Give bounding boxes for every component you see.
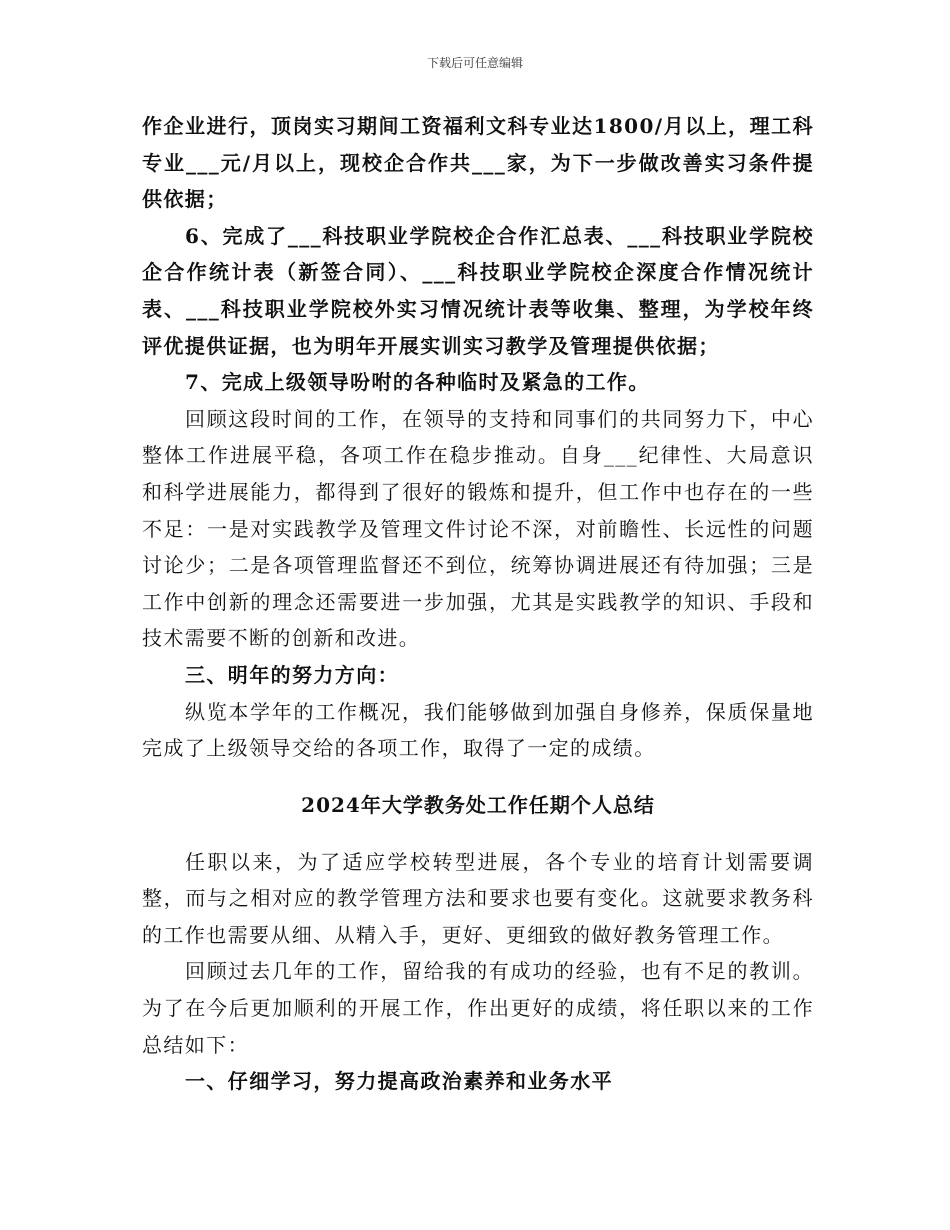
section-heading-next-year: 三、明年的努力方向：: [185, 662, 399, 687]
page-header-note: 下载后可任意编辑: [426, 56, 523, 70]
section-heading-study: 一、仔细学习，努力提高政治素养和业务水平: [185, 1069, 613, 1094]
paragraph-item-7: 7、完成上级领导吩咐的各种临时及紧急的工作。: [185, 370, 650, 395]
document-body: [142, 108, 814, 1100]
paragraph-overview: 纵览本学年的工作概况，我们能够做到加强自身修养，保质保量地完成了上级领导交给的各项工作，取得了一定的成绩。: [142, 699, 814, 761]
paragraph-review: 回顾这段时间的工作，在领导的支持和同事们的共同努力下，中心整体工作进展平稳，各项工作在稳步推动。自身___纪律性、大局意识和科学进展能力，都得到了很好的锻炼和提升，但工作中也存在的一些不足：一是对实践教学及管理文件讨论不深，对前瞻性、长远性的问题讨论少；二是各项管理监督还不到位，统筹协调进展还有待加强；三是工作中创新的理念还需要进一步加强，尤其是实践教学的知识、手段和技术需要不断的创新和改进。: [142, 406, 814, 651]
document-title: 2024年大学教务处工作任期个人总结: [301, 792, 655, 817]
paragraph-look-back: 回顾过去几年的工作，留给我的有成功的经验，也有不足的教训。为了在今后更加顺利的开展工作，作出更好的成绩，将任职以来的工作总结如下：: [142, 959, 814, 1057]
paragraph-continued-enterprise: 作企业进行，顶岗实习期间工资福利文科专业达1800/月以上，理工科专业___元/月以上，现校企合作共___家，为下一步做改善实习条件提供依据；: [142, 114, 814, 212]
paragraph-tenure-intro: 任职以来，为了适应学校转型进展，各个专业的培育计划需要调整，而与之相对应的教学管理方法和要求也要有变化。这就要求教务科的工作也需要从细、从精入手，更好、更细致的做好教务管理工作。: [142, 849, 814, 947]
paragraph-item-6: 6、完成了___科技职业学院校企合作汇总表、___科技职业学院校企合作统计表（新签合同）、___科技职业学院校企深度合作情况统计表、___科技职业学院校外实习情况统计表等收集、整理，为学校年终评优提供证据，也为明年开展实训实习教学及管理提供依据；: [142, 223, 814, 358]
